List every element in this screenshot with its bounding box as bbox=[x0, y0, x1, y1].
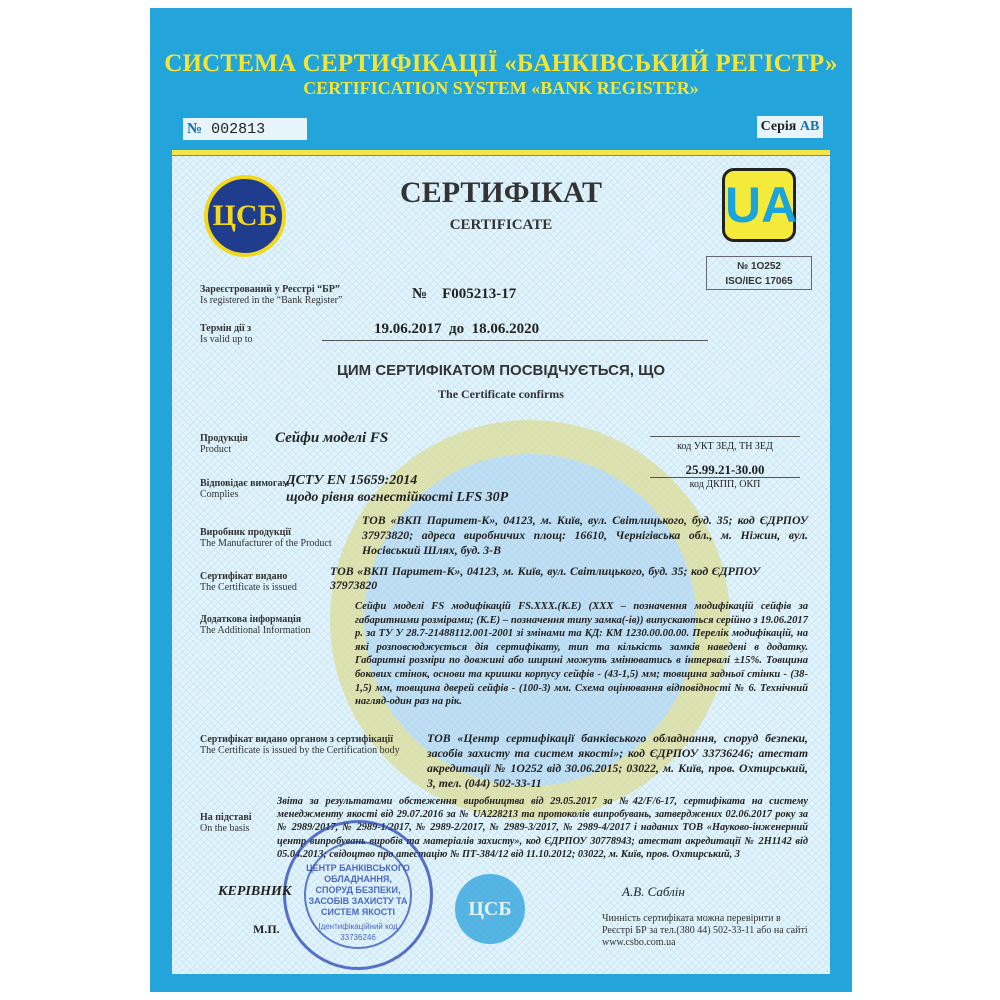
ua-mark-logo: UA bbox=[722, 168, 796, 242]
code-dkpp-label: код ДКПП, ОКП bbox=[689, 479, 761, 490]
confirms-heading-uk: ЦИМ СЕРТИФІКАТОМ ПОСВІДЧУЄТЬСЯ, ЩО bbox=[336, 362, 666, 379]
code-uktzed-label: код УКТ ЗЕД, ТН ЗЕД bbox=[677, 441, 773, 452]
code-rule-bottom bbox=[650, 477, 800, 478]
accreditation-box: № 1O252 ISO/IEC 17065 bbox=[706, 256, 812, 290]
certificate-serial-number: № 002813 bbox=[183, 118, 307, 140]
valid-underline bbox=[322, 340, 708, 341]
seal-label: М.П. bbox=[253, 922, 280, 936]
basis-value: Звіта за результатами обстеження виробництва від 29.05.2017 за №42/F/6-17, сертифіката на систему менеджменту якості від 29.07.2016 за № UA228213 та протоколів випробувань, затверджених 02.06.2017 року за № 2989/2017, № 2989-1/2017, № 2989-2/2017, № 2989-3/2017, № 2989-4/2017 і наданих ТОВ «Науково-інженерний центр випробувань виробів та матеріалів захисту», код ЄДРПОУ 30778943; атестат акредитації № 2Н1142 від 05.04.2013; свідоцтво про атестацію № ПТ-384/12 від 11.10.2012; 03022, м. Київ, пров. Охтирський, 3 bbox=[277, 796, 808, 860]
product-value: Сейфи моделі FS bbox=[275, 430, 389, 446]
verify-note: Чинність сертифіката можна перевірити в Реєстрі БР за тел.(380 44) 502-33-11 або на сайті www.csbo.com.ua bbox=[602, 913, 808, 948]
additional-value: Сейфи моделі FS модифікацій FS.XXX.(K.E) (XXX – позначення модифікацій сейфів за габаритними розмірами; (K.E) – позначення типу замка(-ів)) випускаються серійно з 19.06.2017 р. за ТУ У 28.7-21488112.001-2001 зі змінами та КД: КМ 1230.00.00.00. Перелік модифікацій, на які розповсюджується дія сертифікату, тип та кількість замків наведені в додатку. Габаритні розміри по довжині або ширині можуть змінюватись в інтервалі ±15%. Товщина бокових стінок, основи та кришки корпусу сейфів - (43-1,5) мм; товщина задньої стінки - (38-1,5) мм, товщина дверей сейфів - (100-3) мм. Схема оцінювання відповідності № 6. Технічний нагляд-один раз на рік. bbox=[355, 601, 808, 708]
official-stamp: ЦЕНТР БАНКІВСЬКОГО ОБЛАДНАННЯ, СПОРУД БЕЗПЕКИ, ЗАСОБІВ ЗАХИСТУ ТА СИСТЕМ ЯКОСТІ Ідентифікаційний код 33736246 bbox=[283, 820, 433, 970]
registration-number: № F005213-17 bbox=[412, 286, 517, 302]
page-title: СЕРТИФІКАТ bbox=[400, 176, 602, 209]
valid-label: Термін дії з Is valid up to bbox=[200, 323, 253, 345]
basis-label: На підставі On the basis bbox=[200, 812, 252, 834]
issued-label: Сертифікат видано The Certificate is issued bbox=[200, 571, 297, 593]
series-badge: Серія АВ bbox=[757, 116, 823, 138]
registered-label: Зареєстрований у Реєстрі “БР” Is registered in the “Bank Register” bbox=[200, 284, 343, 306]
manufacturer-label: Виробник продукції The Manufacturer of the Product bbox=[200, 527, 332, 549]
certification-body-value: ТОВ «Центр сертифікації банківського обладнання, споруд безпеки, засобів захисту та систем якості»; код ЄДРПОУ 33736246; атестат акредитації № 1О252 від 30.06.2015; 03022, м. Київ, пров. Охтирський, 3, тел. (044) 502-33-11 bbox=[427, 731, 808, 790]
code-rule-top bbox=[650, 436, 800, 437]
confirms-heading-en: The Certificate confirms bbox=[438, 387, 564, 401]
certification-body-label: Сертифікат видано органом з сертифікації The Certificate is issued by the Certification body bbox=[200, 734, 400, 756]
complies-standard: ДСТУ EN 15659:2014 bbox=[286, 473, 418, 488]
product-label: Продукція Product bbox=[200, 433, 248, 455]
header-divider bbox=[172, 150, 830, 155]
manufacturer-value: ТОВ «ВКП Паритет-К», 04123, м. Київ, вул. Світлицького, буд. 35; код ЄДРПОУ 37973820; адреса виробничих площ: 16610, Чернігівська обл., м. Ніжин, вул. Носівський Шлях, буд. 3-В bbox=[362, 513, 808, 557]
signatory-name: А.В. Саблін bbox=[622, 884, 685, 899]
csb-seal-logo: ЦСБ bbox=[455, 874, 525, 944]
additional-label: Додаткова інформація The Additional Information bbox=[200, 614, 311, 636]
csb-logo: ЦСБ bbox=[204, 175, 286, 257]
issued-value: ТОВ «ВКП Паритет-К», 04123, м. Київ, вул. Світлицького, буд. 35; код ЄДРПОУ 37973820 bbox=[330, 564, 760, 592]
system-title-uk: СИСТЕМА СЕРТИФІКАЦІЇ «БАНКІВСЬКИЙ РЕГІСТР» bbox=[164, 50, 838, 77]
head-label: КЕРІВНИК bbox=[218, 884, 292, 899]
page-subtitle: CERTIFICATE bbox=[449, 217, 553, 233]
complies-level: щодо рівня вогнестійкості LFS 30P bbox=[286, 490, 509, 505]
valid-period: 19.06.2017 до 18.06.2020 bbox=[374, 321, 540, 337]
complies-label: Відповідає вимогам Complies bbox=[200, 478, 290, 500]
system-title-en: CERTIFICATION SYSTEM «BANK REGISTER» bbox=[303, 78, 699, 98]
code-value: 25.99.21-30.00 bbox=[685, 462, 765, 477]
